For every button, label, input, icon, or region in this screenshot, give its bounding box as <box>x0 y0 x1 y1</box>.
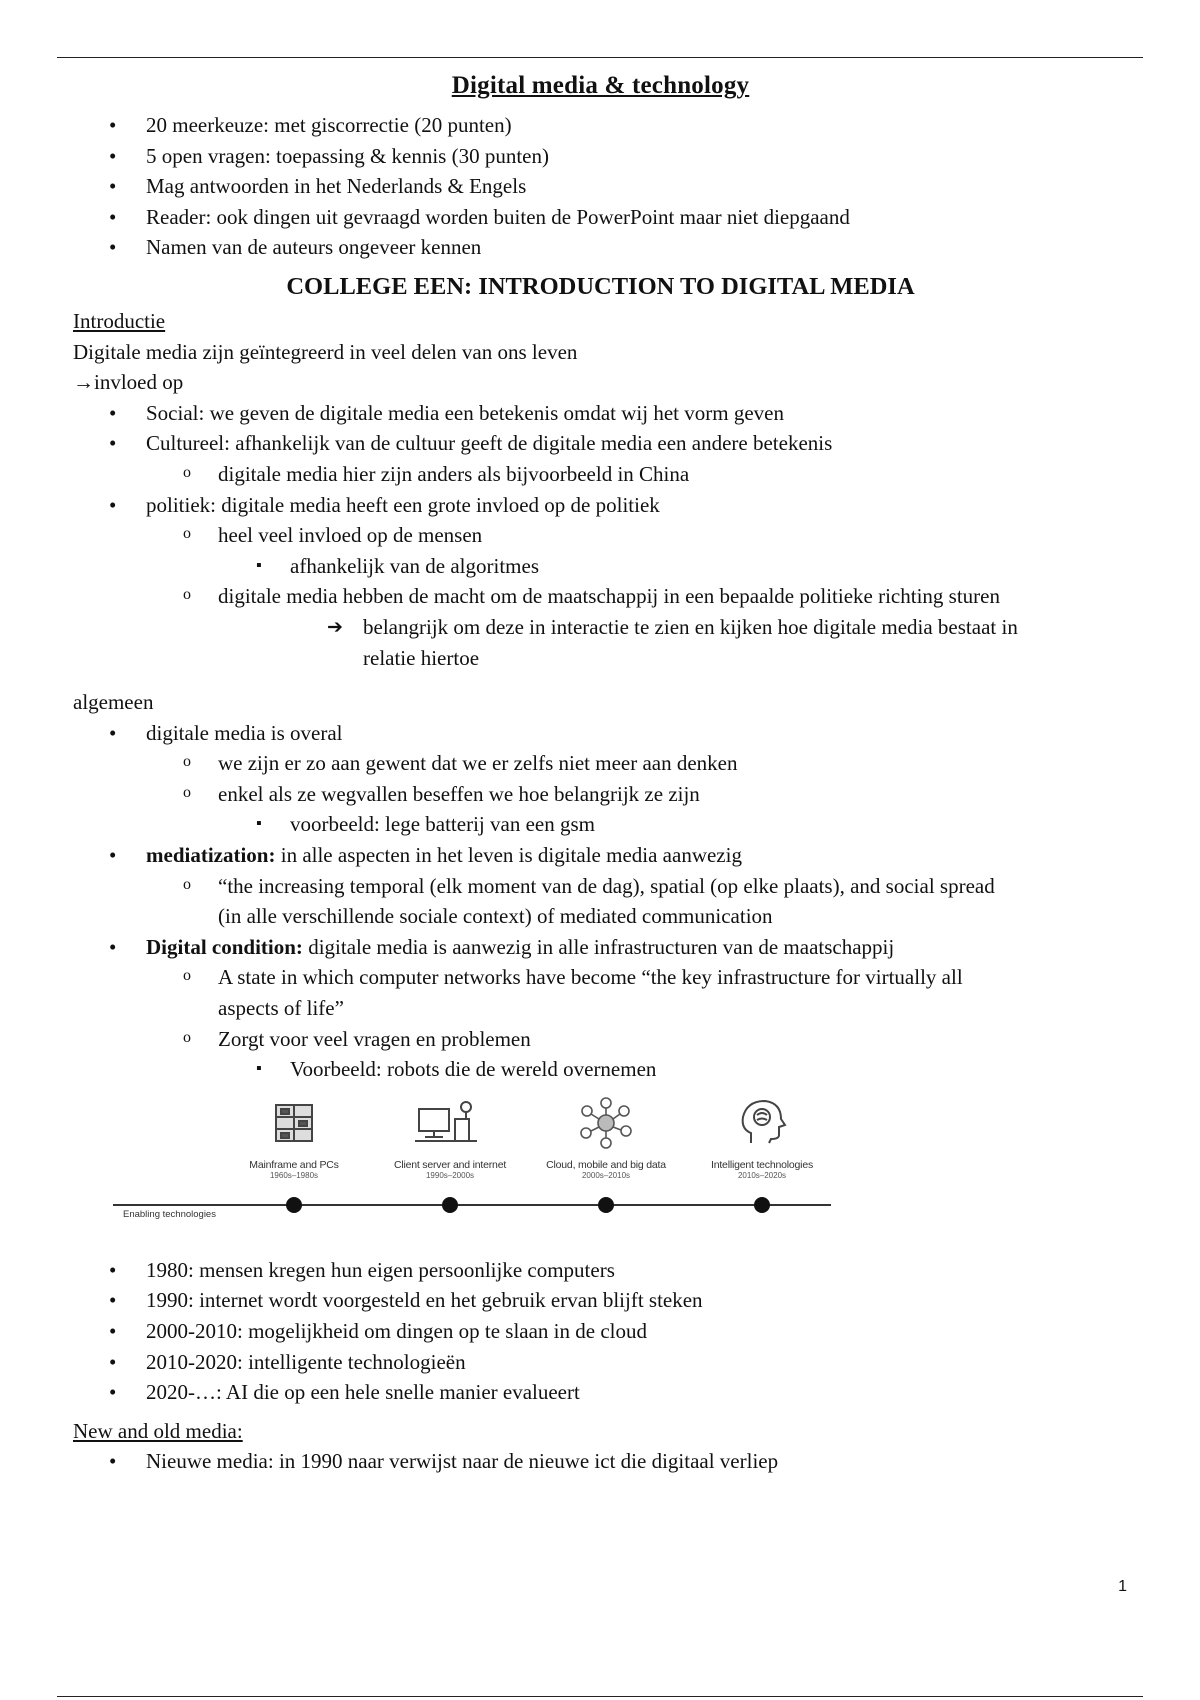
stage-label <box>370 1159 530 1180</box>
list-item: • Mag antwoorden in het Nederlands & Engels <box>73 171 1128 202</box>
list-item: o “the increasing temporal (elk moment van de dag), spatial (op elke plaats), and social spread <box>73 871 1128 902</box>
list-item: o we zijn er zo aan gewent dat we er zelfs niet meer aan denken <box>73 748 1128 779</box>
term-digital-condition: Digital condition: <box>146 934 303 959</box>
list-item: • Cultureel: afhankelijk van de cultuur geeft de digitale media een andere betekenis <box>73 428 1128 459</box>
list-item: • politiek: digitale media heeft een grote invloed op de politiek <box>73 490 1128 521</box>
list-item: o digitale media hier zijn anders als bijvoorbeeld in China <box>73 459 1128 490</box>
list-item: ▪ voorbeeld: lege batterij van een gsm <box>73 809 1128 840</box>
stage-title: Intelligent technologies <box>710 1158 814 1171</box>
list-item-continuation: relatie hiertoe <box>363 645 480 670</box>
axis-label: Enabling technologies <box>123 1208 216 1220</box>
list-item-arrow <box>73 612 1128 643</box>
list-item: • Nieuwe media: in 1990 naar verwijst naar de nieuwe ict die digitaal verliep <box>73 1446 1128 1477</box>
college-heading: COLLEGE EEN: INTRODUCTION TO DIGITAL MEDIA <box>286 272 915 300</box>
algemeen-list <box>73 718 1128 1085</box>
stage-title: Mainframe and PCs <box>249 1158 339 1171</box>
new-old-list <box>73 1446 1128 1477</box>
bottom-rule <box>57 1696 1143 1697</box>
list-item: • 20 meerkeuze: met giscorrectie (20 punten) <box>73 110 1128 141</box>
intro-line: Digitale media zijn geïntegreerd in veel delen van ons leven <box>73 339 578 364</box>
list-item: • Namen van de auteurs ongeveer kennen <box>73 232 1128 263</box>
brain-head-icon <box>743 1101 785 1143</box>
list-item: ▪ afhankelijk van de algoritmes <box>73 551 1128 582</box>
list-item: o enkel als ze wegvallen beseffen we hoe belangrijk ze zijn <box>73 779 1128 810</box>
list-item: • 1980: mensen kregen hun eigen persoonlijke computers <box>73 1255 1128 1286</box>
timeline-dot <box>442 1197 458 1213</box>
document-title: Digital media & technology <box>451 72 750 99</box>
stage-label <box>526 1159 686 1180</box>
client-server-icon <box>415 1102 477 1141</box>
stage-title: Client server and internet <box>393 1158 507 1171</box>
list-item: • Social: we geven de digitale media een betekenis omdat wij het vorm geven <box>73 398 1128 429</box>
technology-timeline-figure <box>111 1095 911 1245</box>
list-item: • Reader: ook dingen uit gevraagd worden buiten de PowerPoint maar niet diepgaand <box>73 202 1128 233</box>
top-rule <box>57 57 1143 58</box>
stage-title: Cloud, mobile and big data <box>546 1158 666 1171</box>
list-item: o heel veel invloed op de mensen <box>73 520 1128 551</box>
definition-text: in alle aspecten in het leven is digitale media aanwezig <box>275 843 742 868</box>
stage-dates: 1960s–1980s <box>269 1170 319 1180</box>
list-item: o Zorgt voor veel vragen en problemen <box>73 1024 1128 1055</box>
mainframe-icon <box>276 1105 312 1141</box>
document-page <box>73 66 1128 1477</box>
section-heading-new-old-media: New and old media: <box>73 1418 243 1443</box>
section-heading-algemeen: algemeen <box>73 690 154 715</box>
page-number: 1 <box>1118 1578 1127 1595</box>
list-item: • 2020-…: AI die op een hele snelle manier evalueert <box>73 1377 1128 1408</box>
exam-info-list <box>73 110 1128 263</box>
list-item-continuation: aspects of life” <box>218 996 344 1021</box>
cloud-network-icon <box>581 1098 631 1148</box>
stage-dates: 1990s–2000s <box>425 1170 475 1180</box>
list-item-mediatization <box>73 840 1128 871</box>
list-item: o digitale media hebben de macht om de maatschappij in een bepaalde politieke richting sturen <box>73 581 1128 612</box>
timeline-dot <box>598 1197 614 1213</box>
intro-arrow-line: →invloed op <box>73 370 184 395</box>
arrow-right-icon: ➔ <box>327 615 343 638</box>
stage-label <box>682 1159 842 1180</box>
list-item: o A state in which computer networks have become “the key infrastructure for virtually all <box>73 962 1128 993</box>
timeline-dot <box>286 1197 302 1213</box>
list-item: • 1990: internet wordt voorgesteld en het gebruik ervan blijft steken <box>73 1285 1128 1316</box>
timeline-list <box>73 1255 1128 1408</box>
list-item: ▪ Voorbeeld: robots die de wereld overnemen <box>73 1054 1128 1085</box>
intro-list <box>73 398 1128 673</box>
timeline-dot <box>754 1197 770 1213</box>
arrow-text-line1: belangrijk om deze in interactie te zien en kijken hoe digitale media bestaat in <box>363 614 1018 639</box>
stage-dates: 2000s–2010s <box>581 1170 631 1180</box>
stage-dates: 2010s–2020s <box>737 1170 787 1180</box>
list-item-continuation: (in alle verschillende sociale context) of mediated communication <box>218 904 773 929</box>
list-item: • 5 open vragen: toepassing & kennis (30 punten) <box>73 141 1128 172</box>
list-item: • 2010-2020: intelligente technologieën <box>73 1347 1128 1378</box>
definition-text: digitale media is aanwezig in alle infrastructuren van de maatschappij <box>302 934 895 959</box>
list-item: • digitale media is overal <box>73 718 1128 749</box>
list-item-digital-condition <box>73 932 1128 963</box>
stage-label <box>214 1159 374 1180</box>
term-mediatization: mediatization: <box>146 843 276 868</box>
list-item: • 2000-2010: mogelijkheid om dingen op te slaan in de cloud <box>73 1316 1128 1347</box>
section-heading-introductie: Introductie <box>73 308 166 333</box>
